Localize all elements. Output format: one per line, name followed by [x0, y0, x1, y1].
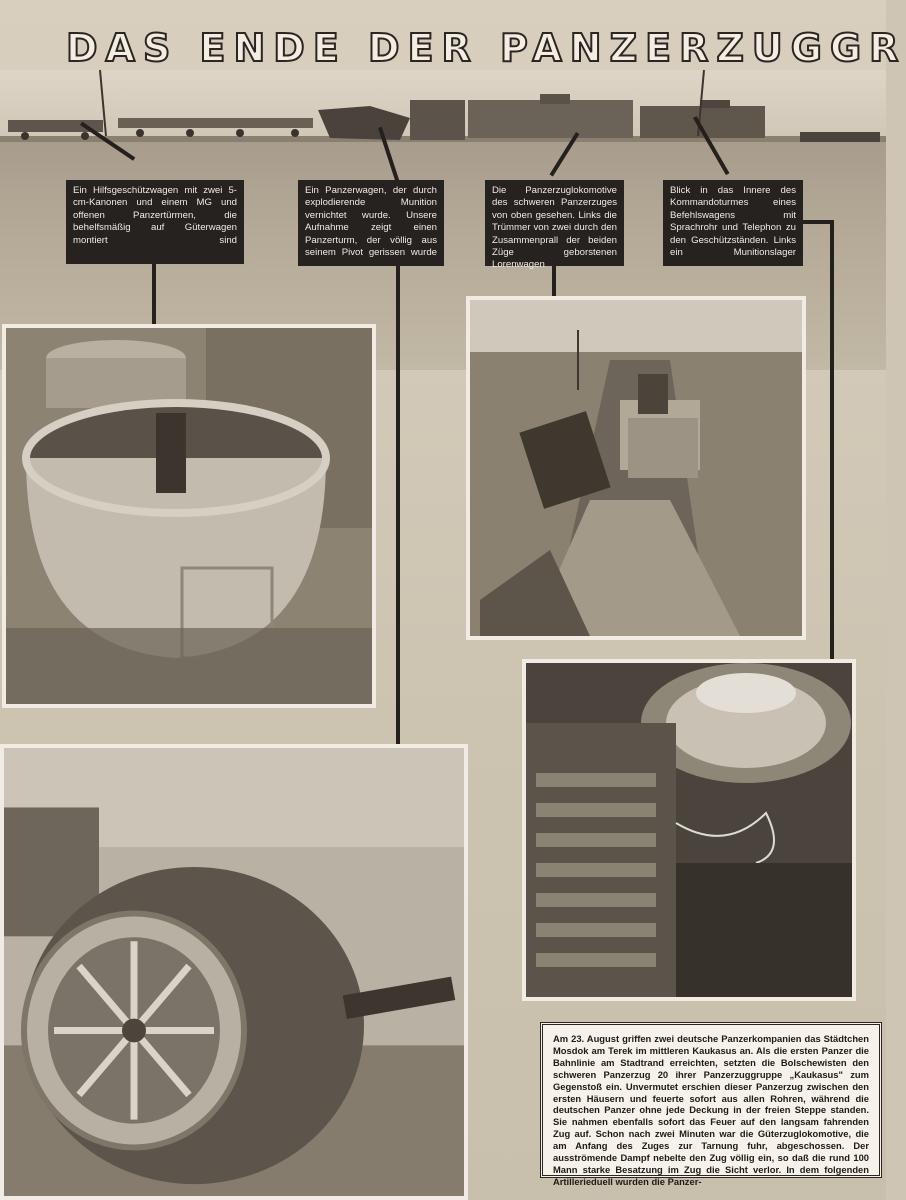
caption-stem-1	[152, 262, 156, 324]
caption-stem-3	[552, 262, 556, 298]
caption-stem-4	[830, 220, 834, 660]
caption-flatcar-guns: Ein Hilfsgeschützwagen mit zwei 5-cm-Kanonen und einem MG und offenen Panzertürmen, die behelfsmäßig auf Güterwagen montiert sind	[66, 180, 244, 264]
caption-arm-4	[800, 220, 834, 224]
caption-destroyed-turret: Ein Panzerwagen, der durch explodierende Munition vernichtet wurde. Unsere Aufnahme zeigt einen Panzerturm, der völlig aus seinem Pivot gerissen wurde	[298, 180, 444, 266]
caption-stem-2	[396, 262, 400, 744]
caption-command-tower: Blick in das Innere des Kommandoturmes eines Befehlswagens mit Sprachrohr und Telephon zu den Geschützständen. Links ein Munitionslager	[663, 180, 803, 266]
photo-destroyed-turret	[0, 744, 468, 1200]
photo-command-tower-interior	[522, 659, 856, 1001]
page-headline: DAS ENDE DER PANZERZUGGR	[66, 26, 906, 70]
caption-locomotive: Die Panzerzuglokomotive des schweren Panzerzuges von oben gesehen. Links die Trümmer von zwei durch den Zusammenprall der beiden Züge geborstenen Lorenwagen	[485, 180, 624, 266]
photo-locomotive-above	[466, 296, 806, 640]
article-text: Am 23. August griffen zwei deutsche Panzerkompanien das Städtchen Mosdok am Terek im mittleren Kaukasus an. Als die ersten Panzer die Bahnlinie am Stadtrand erreichten, setzten die Bolschewisten den schweren Panzerzug 20 ihrer Panzerzuggruppe „Kaukasus" zum Gegenstoß ein. Unvermutet erschien dieser Panzerzug zwischen den ersten Häusern und feuerte sofort aus allen Rohren, während die deutschen Panzer ohne jede Deckung in der freien Steppe standen. Sie nahmen ebenfalls sofort das Feuer auf den langsam fahrenden Zug auf. Schon nach zwei Minuten war die Güterzuglokomotive, die am Anfang des Zuges zur Tarnung fuhr, abgeschossen. Der ausströmende Dampf nebelte den Zug völlig ein, so daß die rund 100 Mann starke Besatzung im Zug die Sicht verlor. In dem folgenden Artillerieduell wurden die Panzer-	[540, 1022, 882, 1178]
photo-open-turrets	[2, 324, 376, 708]
